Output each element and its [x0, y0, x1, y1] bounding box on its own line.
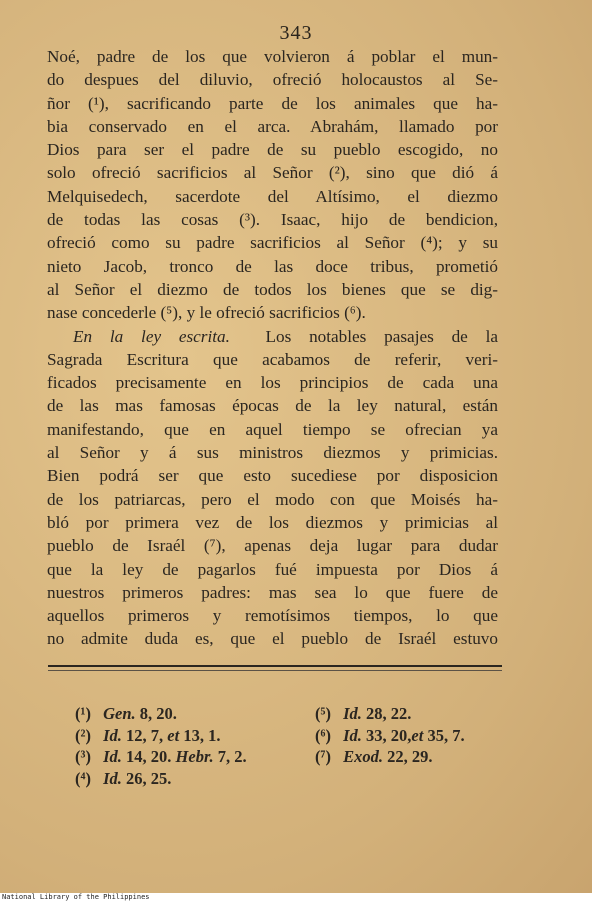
footnote-6: (⁶) Id. 33, 20,et 35, 7.: [315, 725, 465, 745]
footnote-row: [75, 746, 515, 768]
text-fragment: Los notables pasajes de la: [265, 326, 498, 346]
text-line: aquellos primeros y remotísimos tiempos, lo que: [47, 606, 498, 626]
footnote-row: [75, 703, 515, 725]
text-line: manifestando, que en aquel tiempo se ofrecian ya: [47, 419, 498, 439]
text-line: no admite duda es, que el pueblo de Israél estuvo: [47, 629, 498, 649]
text-line: Noé, padre de los que volvieron á poblar el mun-: [47, 47, 498, 66]
footnotes: [75, 703, 515, 789]
text-line: ñor (¹), sacrificando parte de los animales que ha-: [47, 93, 498, 113]
section-heading: En la ley escrita.: [73, 326, 230, 346]
text-line: nuestros primeros padres: mas sea lo que fuere de: [47, 582, 498, 602]
text-line: de los patriarcas, pero el modo con que Moisés ha-: [47, 489, 498, 509]
text-line: Sagrada Escritura que acabamos de referir, veri-: [47, 349, 498, 369]
text-line: al Señor y á sus ministros diezmos y primicias.: [47, 443, 498, 463]
text-line: ofreció como su padre sacrificios al Señor (⁴); y su: [47, 233, 498, 253]
text-line: nase concederle (⁵), y le ofreció sacrificios (⁶).: [47, 303, 366, 323]
text-line: pueblo de Israél (⁷), apenas deja lugar para dudar: [47, 536, 498, 556]
footnote-5: (⁵) Id. 28, 22.: [315, 704, 412, 723]
text-line: que la ley de pagarlos fué impuesta por Dios á: [47, 559, 498, 579]
text-line: de las mas famosas épocas de la ley natural, están: [47, 396, 498, 416]
text-line: bló por primera vez de los diezmos y primicias al: [47, 512, 498, 532]
text-line: nieto Jacob, tronco de las doce tribus, prometió: [47, 256, 498, 276]
page-number: 343: [279, 22, 313, 44]
library-credit: National Library of the Philippines: [2, 893, 150, 901]
text-line: solo ofreció sacrificios al Señor (²), sino que dió á: [47, 163, 498, 183]
text-line: Melquisedech, sacerdote del Altísimo, el diezmo: [47, 186, 498, 206]
footnote-7: (⁷) Exod. 22, 29.: [315, 747, 433, 766]
footnote-2: (²) Id. 12, 7, et 13, 1.: [75, 725, 221, 745]
body-text: [47, 45, 498, 651]
text-line: do despues del diluvio, ofreció holocaustos al Se-: [47, 70, 498, 90]
footnote-row: [75, 768, 515, 790]
footnote-divider: [48, 665, 502, 667]
footnote-divider-thin: [48, 670, 502, 671]
text-line: Dios para ser el padre de su pueblo escogido, no: [47, 140, 498, 160]
text-line: ficados precisamente en los principios de cada una: [47, 373, 498, 393]
footnote-1: (¹) Gen. 8, 20.: [75, 704, 177, 723]
text-line: de todas las cosas (³). Isaac, hijo de bendicion,: [47, 210, 498, 230]
section-line: [47, 325, 498, 348]
footnote-3: (³) Id. 14, 20. Hebr. 7, 2.: [75, 747, 247, 766]
footnote-4: (⁴) Id. 26, 25.: [75, 768, 172, 788]
footnote-row: [75, 725, 515, 747]
text-line: bia conservado en el arca. Abrahám, llamado por: [47, 116, 498, 136]
text-line: al Señor el diezmo de todos los bienes que se dig-: [47, 279, 498, 299]
text-line: Bien podrá ser que esto sucediese por disposicion: [47, 466, 498, 486]
